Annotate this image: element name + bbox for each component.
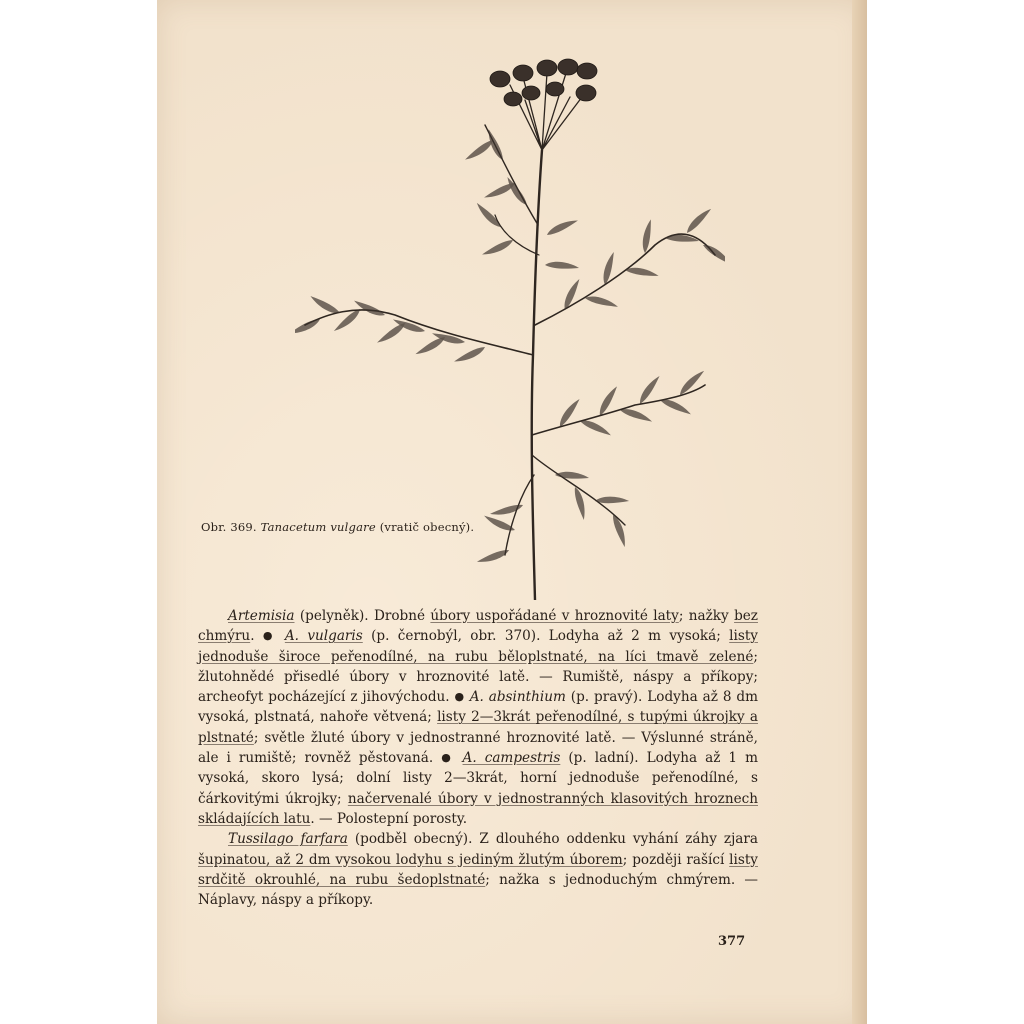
page-number: 377 (718, 934, 746, 949)
underlined-text: listy srdčitě okrouhlé, na rubu šedoplstnaté (198, 851, 758, 888)
bullet-icon: ● (441, 751, 455, 765)
underlined-text: úbory uspořádané v hroznovité laty (430, 608, 679, 624)
bullet-icon: ● (262, 629, 277, 643)
paragraph-artemisia (198, 606, 758, 829)
text-run: ; nažka s jednoduchým chmýrem. — Náplavy, náspy a příkopy. (198, 871, 758, 909)
text-run: (p. pravý). Lodyha až 8 dm vysoká, plstnatá, nahoře větvená; (198, 689, 758, 726)
text-run: (pelyněk). Drobné (294, 608, 431, 624)
text-run: (p. ladní). Lodyha až 1 m vysoká, skoro lysá; dolní listy 2—3krát, horní jednoduše peřenodílné, s čárkovitými úkrojky; (198, 750, 758, 807)
species-name: A. vulgaris (284, 628, 363, 645)
text-run: ; později rašící (622, 851, 730, 868)
species-name: A. absinthium (469, 689, 566, 706)
species-name: A. campestris (462, 750, 561, 767)
underlined-text: bez chmýru (198, 608, 758, 645)
text-run: . (250, 628, 263, 645)
figure-caption (201, 520, 474, 534)
underlined-text: listy 2—3krát peřenodílné, s tupými úkrojky a plstnaté (198, 709, 758, 746)
text-run: ; nažky (678, 608, 735, 624)
page-edge (852, 0, 867, 1024)
paragraph-tussilago (198, 829, 758, 910)
underlined-text: šupinatou, až 2 dm vysokou lodyhu s jediným žlutým úborem (198, 851, 623, 868)
text-run: . — Polostepní porosty. (310, 810, 468, 827)
tanacetum-illustration (295, 55, 725, 600)
underlined-text: načervenalé úbory v jednostranných klasovitých hroznech skládajících latu (198, 790, 758, 827)
caption-latin-name: Tanacetum vulgare (260, 520, 376, 534)
text-run: (p. černobýl, obr. 370). Lodyha až 2 m vysoká; (362, 628, 730, 645)
genus-name: Artemisia (228, 608, 295, 624)
bullet-icon: ● (454, 690, 465, 704)
caption-prefix: Obr. 369. (201, 520, 257, 534)
caption-common-name: (vratič obecný). (379, 520, 475, 534)
text-run: ; světle žluté úbory v jednostranné hroznovité latě. — Výslunné stráně, ale i rumiště; rovněž pěstovaná. (198, 729, 758, 767)
text-run: (podběl obecný). Z dlouhého oddenku vyhání záhy zjara (347, 831, 758, 848)
underlined-text: listy jednoduše široce peřenodílné, na rubu běloplstnaté, na líci tmavě zelené (198, 628, 758, 665)
text-run: ; žlutohnědé přisedlé úbory v hroznovité latě. — Rumiště, náspy a příkopy; archeofyt pocházející z jihovýchodu. (198, 648, 758, 706)
body-text (198, 606, 758, 910)
genus-name: Tussilago farfara (228, 831, 348, 848)
